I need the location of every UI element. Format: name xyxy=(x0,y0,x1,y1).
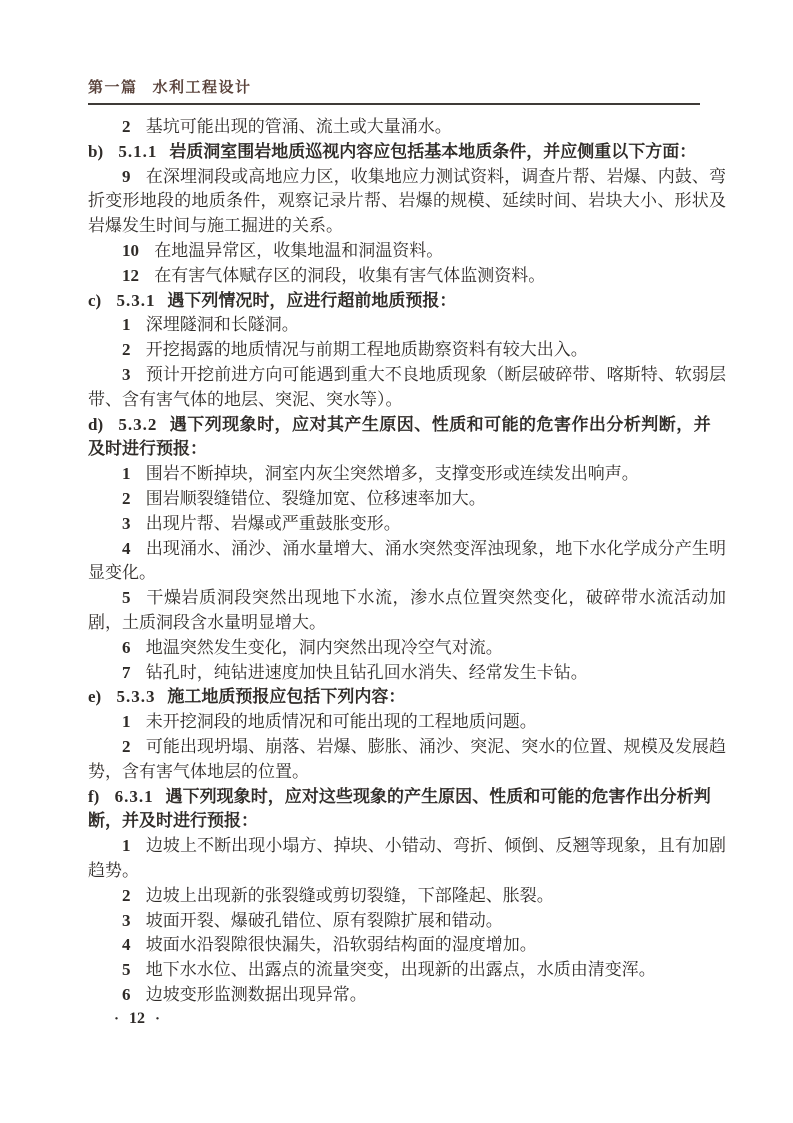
item-paragraph xyxy=(88,586,726,636)
item-paragraph xyxy=(88,884,726,909)
clause-section-number: 5.3.1 xyxy=(116,290,156,310)
item-text: 地温突然发生变化，洞内突然出现冷空气对流。 xyxy=(145,637,503,657)
item-paragraph xyxy=(88,636,726,661)
clause-letter: c) xyxy=(88,290,102,310)
item-paragraph xyxy=(88,958,726,983)
item-number: 7 xyxy=(122,662,131,682)
clause-section-number: 5.1.1 xyxy=(118,141,158,161)
item-text: 边坡上出现新的张裂缝或剪切裂缝，下部隆起、胀裂。 xyxy=(145,885,554,905)
clause-paragraph xyxy=(88,685,711,710)
item-paragraph xyxy=(88,834,726,884)
clause-text: 遇下列情况时，应进行超前地质预报： xyxy=(167,290,457,310)
clause-text: 遇下列现象时，应对其产生原因、性质和可能的危害作出分析判断，并及时进行预报： xyxy=(88,414,711,459)
page-number: 12 xyxy=(129,1010,146,1027)
running-head xyxy=(88,76,252,97)
item-text: 开挖揭露的地质情况与前期工程地质勘察资料有较大出入。 xyxy=(145,340,588,360)
clause-paragraph xyxy=(88,413,711,463)
item-text: 边坡变形监测数据出现异常。 xyxy=(145,984,367,1004)
item-paragraph xyxy=(88,115,726,140)
document-body xyxy=(88,115,726,1008)
clause-section-number: 5.3.3 xyxy=(116,687,156,707)
item-text: 在深埋洞段或高地应力区，收集地应力测试资料，调查片帮、岩爆、内鼓、弯折变形地段的地质条件，观察记录片帮、岩爆的规模、延续时间、岩块大小、形状及岩爆发生时间与施工掘进的关系。 xyxy=(88,166,726,236)
item-text: 干燥岩质洞段突然出现地下水流，渗水点位置突然变化，破碎带水流活动加剧，土质洞段含水量明显增大。 xyxy=(88,588,726,632)
item-paragraph xyxy=(88,487,726,512)
clause-letter: d) xyxy=(88,414,104,434)
item-text: 围岩顺裂缝错位、裂缝加宽、位移速率加大。 xyxy=(145,488,486,508)
item-text: 可能出现坍塌、崩落、岩爆、膨胀、涌沙、突泥、突水的位置、规模及发展趋势，含有害气体地层的位置。 xyxy=(88,736,726,781)
footer-left-dot: · xyxy=(114,1011,120,1027)
item-number: 4 xyxy=(122,935,131,955)
clause-text: 遇下列现象时，应对这些现象的产生原因、性质和可能的危害作出分析判断，并及时进行预报： xyxy=(88,786,711,831)
item-paragraph xyxy=(88,165,726,239)
item-number: 2 xyxy=(122,117,131,136)
item-number: 5 xyxy=(122,588,131,608)
item-text: 地下水水位、出露点的流量突变，出现新的出露点，水质由清变浑。 xyxy=(145,960,656,980)
item-number: 5 xyxy=(122,960,131,980)
item-text: 在有害气体赋存区的洞段，收集有害气体监测资料。 xyxy=(154,265,546,285)
page-footer xyxy=(104,1010,170,1028)
item-paragraph xyxy=(88,363,726,413)
clause-paragraph xyxy=(88,785,711,835)
item-number: 2 xyxy=(122,488,131,508)
item-paragraph xyxy=(88,661,726,686)
item-paragraph xyxy=(88,264,726,289)
item-number: 3 xyxy=(122,910,131,930)
item-text: 出现涌水、涌沙、涌水量增大、涌水突然变浑浊现象，地下水化学成分产生明显变化。 xyxy=(88,538,726,583)
item-text: 坡面水沿裂隙很快漏失，沿软弱结构面的湿度增加。 xyxy=(145,935,537,955)
item-text: 出现片帮、岩爆或严重鼓胀变形。 xyxy=(145,513,401,533)
item-paragraph xyxy=(88,239,726,264)
item-paragraph xyxy=(88,537,726,587)
clause-section-number: 5.3.2 xyxy=(118,414,158,434)
footer-right-dot: · xyxy=(155,1011,161,1027)
item-number: 9 xyxy=(122,166,131,186)
item-number: 1 xyxy=(122,712,131,732)
item-number: 3 xyxy=(122,513,131,533)
clause-paragraph xyxy=(88,140,711,165)
item-number: 1 xyxy=(122,315,131,335)
item-paragraph xyxy=(88,710,726,735)
item-paragraph xyxy=(88,735,726,785)
item-number: 4 xyxy=(122,538,131,558)
item-number: 2 xyxy=(122,736,131,756)
clause-text: 施工地质预报应包括下列内容： xyxy=(167,687,406,707)
clause-text: 岩质洞室围岩地质巡视内容应包括基本地质条件，并应侧重以下方面： xyxy=(169,141,697,161)
clause-letter: f) xyxy=(88,786,100,806)
clause-paragraph xyxy=(88,289,711,314)
item-paragraph xyxy=(88,933,726,958)
clause-section-number: 6.3.1 xyxy=(114,786,154,806)
item-paragraph xyxy=(88,338,726,363)
item-number: 1 xyxy=(122,464,131,484)
item-number: 3 xyxy=(122,364,131,384)
item-paragraph xyxy=(88,512,726,537)
item-paragraph xyxy=(88,313,726,338)
item-text: 边坡上不断出现小塌方、掉块、小错动、弯折、倾倒、反翘等现象，且有加剧趋势。 xyxy=(88,836,726,880)
item-text: 基坑可能出现的管涌、流土或大量涌水。 xyxy=(145,117,452,136)
clause-letter: e) xyxy=(88,687,102,707)
item-number: 6 xyxy=(122,984,131,1004)
item-number: 10 xyxy=(122,240,139,260)
item-text: 坡面开裂、爆破孔错位、原有裂隙扩展和错动。 xyxy=(145,910,503,930)
item-text: 未开挖洞段的地质情况和可能出现的工程地质问题。 xyxy=(145,712,537,732)
running-head-title: 水利工程设计 xyxy=(152,80,252,96)
running-head-part-label: 第一篇 xyxy=(88,80,138,96)
item-paragraph xyxy=(88,983,726,1008)
item-text: 深埋隧洞和长隧洞。 xyxy=(145,315,299,335)
item-number: 12 xyxy=(122,265,139,285)
item-paragraph xyxy=(88,909,726,934)
item-number: 1 xyxy=(122,836,131,856)
item-number: 6 xyxy=(122,637,131,657)
item-text: 预计开挖前进方向可能遇到重大不良地质现象（断层破碎带、喀斯特、软弱层带、含有害气体的地层、突泥、突水等）。 xyxy=(88,364,726,409)
item-number: 2 xyxy=(122,340,131,360)
item-number: 2 xyxy=(122,885,131,905)
item-text: 围岩不断掉块，洞室内灰尘突然增多，支撑变形或连续发出响声。 xyxy=(145,464,639,484)
header-rule xyxy=(88,103,700,105)
item-text: 在地温异常区，收集地温和洞温资料。 xyxy=(154,240,444,260)
item-text: 钻孔时，纯钻进速度加快且钻孔回水消失、经常发生卡钻。 xyxy=(145,662,588,682)
clause-letter: b) xyxy=(88,141,104,161)
item-paragraph xyxy=(88,462,726,487)
